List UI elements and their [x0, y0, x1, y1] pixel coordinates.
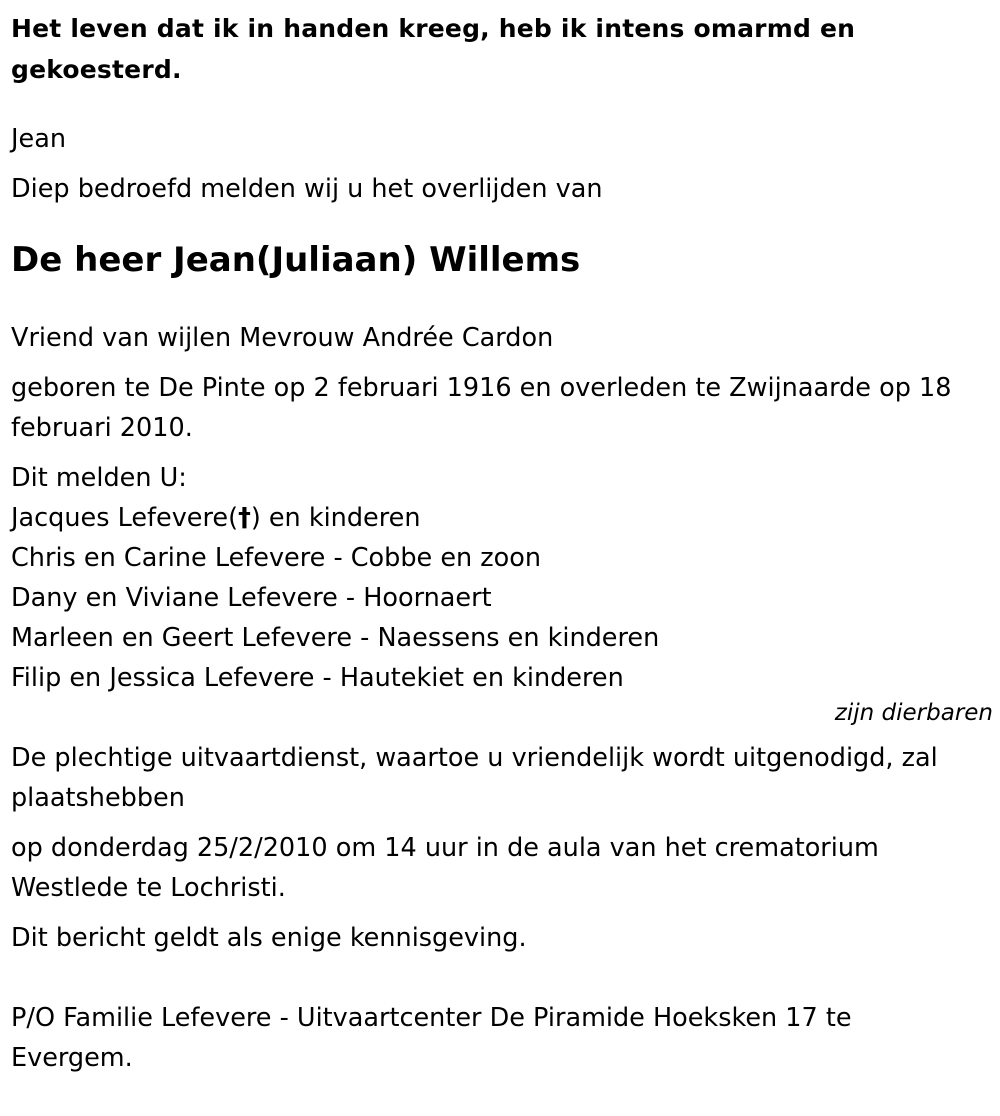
relation-text: Vriend van wijlen Mevrouw Andrée Cardon: [11, 323, 554, 353]
service-line: De plechtige uitvaartdienst, waartoe u vriendelijk wordt uitgenodigd, zal: [11, 743, 938, 773]
mourner-item: Filip en Jessica Lefevere - Hautekiet en kinderen: [11, 663, 624, 693]
mourner-item: Dany en Viviane Lefevere - Hoornaert: [11, 583, 492, 613]
service-line: plaatshebben: [11, 783, 185, 813]
mourner-text: Jacques Lefevere(: [11, 503, 239, 533]
contact-address: [11, 998, 991, 1078]
quote-line: gekoesterd.: [11, 55, 182, 84]
mourner-item: Marleen en Geert Lefevere - Naessens en kinderen: [11, 623, 660, 653]
birth-death-line: februari 2010.: [11, 413, 193, 443]
quote-line: Het leven dat ik in handen kreeg, heb ik intens omarmd en: [11, 14, 856, 43]
funeral-service-text: [11, 738, 991, 818]
mourner-item: [11, 498, 991, 538]
contact-line: P/O Familie Lefevere - Uitvaartcenter De Piramide Hoeksken 17 te: [11, 1003, 852, 1033]
sole-notice-text: Dit bericht geldt als enige kennisgeving.: [11, 923, 527, 953]
mourner-item: Chris en Carine Lefevere - Cobbe en zoon: [11, 543, 542, 573]
opening-quote: [11, 0, 991, 90]
obituary-notice: [11, 0, 991, 1078]
announcement-text: Diep bedroefd melden wij u het overlijden van: [11, 174, 603, 204]
cross-icon: †: [238, 503, 251, 533]
contact-line: Evergem.: [11, 1043, 133, 1073]
birth-death-line: geboren te De Pinte op 2 februari 1916 en overleden te Zwijnaarde op 18: [11, 373, 952, 403]
quote-signoff: Jean: [11, 124, 66, 154]
mourners-intro: Dit melden U:: [11, 463, 187, 493]
service-details-line: op donderdag 25/2/2010 om 14 uur in de aula van het crematorium: [11, 833, 879, 863]
mourners-list: [11, 498, 991, 698]
funeral-details-text: [11, 828, 991, 908]
birth-death-text: [11, 368, 991, 448]
deceased-name: De heer Jean(Juliaan) Willems: [11, 240, 581, 280]
mourners-closing: zijn dierbaren: [834, 700, 993, 726]
service-details-line: Westlede te Lochristi.: [11, 873, 286, 903]
mourner-text: ) en kinderen: [250, 503, 421, 533]
